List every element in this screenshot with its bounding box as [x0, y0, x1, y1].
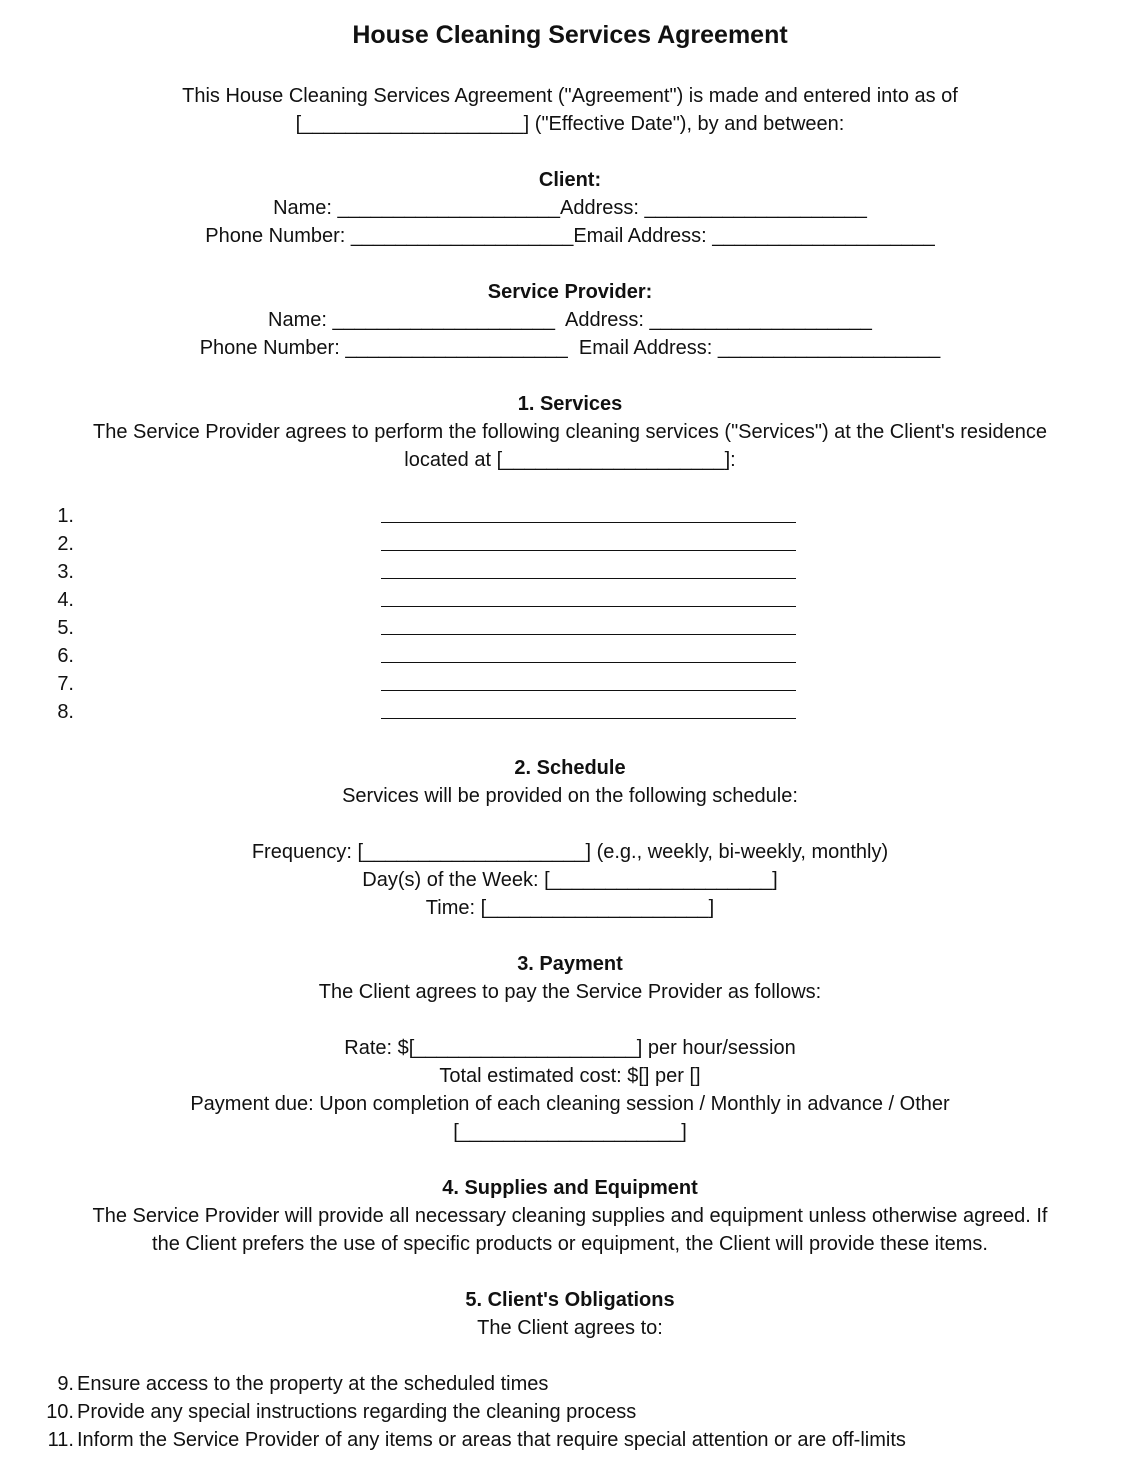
services-text: The Service Provider agrees to perform the following cleaning services ("Services") at the Client's residence — [93, 421, 1047, 443]
blank-line — [381, 530, 796, 551]
payment-due: Payment due: Upon completion of each cleaning session / Monthly in advance / Other — [190, 1093, 950, 1115]
blank-line — [381, 698, 796, 719]
service-item: 7. — [0, 670, 1140, 698]
service-item: 5. — [0, 614, 1140, 642]
services-heading: 1. Services — [517, 393, 623, 415]
obligations-heading: 5. Client's Obligations — [465, 1289, 675, 1311]
client-heading: Client: — [538, 169, 602, 191]
obligation-item: 10. Provide any special instructions regarding the cleaning process — [46, 1401, 637, 1423]
payment-heading: 3. Payment — [517, 953, 623, 975]
blank-line — [381, 670, 796, 691]
provider-name-address: Name: ____________________ Address: ____________________ — [268, 309, 872, 331]
obligation-item: 9. Ensure access to the property at the scheduled times — [57, 1373, 549, 1395]
schedule-heading: 2. Schedule — [514, 757, 626, 779]
service-item: 6. — [0, 642, 1140, 670]
blank-line — [381, 502, 796, 523]
obligation-item: 11. Inform the Service Provider of any items or areas that require special attention or are off-limits — [47, 1429, 906, 1451]
supplies-heading: 4. Supplies and Equipment — [442, 1177, 698, 1199]
service-item: 1. — [0, 502, 1140, 530]
schedule-frequency: Frequency: [____________________] (e.g., weekly, bi-weekly, monthly) — [251, 841, 889, 863]
document-title: House Cleaning Services Agreement — [352, 21, 788, 49]
blank-line — [381, 614, 796, 635]
blank-line — [381, 642, 796, 663]
service-item: 3. — [0, 558, 1140, 586]
supplies-text: The Service Provider will provide all necessary cleaning supplies and equipment unless otherwise agreed. If — [92, 1205, 1048, 1227]
client-name-address: Name: ____________________Address: ____________________ — [273, 197, 867, 219]
obligations-text: The Client agrees to: — [477, 1317, 663, 1339]
schedule-text: Services will be provided on the following schedule: — [342, 785, 798, 807]
schedule-days: Day(s) of the Week: [____________________] — [362, 869, 778, 891]
schedule-time: Time: [____________________] — [425, 897, 715, 919]
blank-line — [381, 558, 796, 579]
provider-phone-email: Phone Number: ____________________ Email Address: ____________________ — [199, 337, 941, 359]
payment-other: [____________________] — [453, 1121, 687, 1143]
client-phone-email: Phone Number: ____________________Email Address: ____________________ — [205, 225, 935, 247]
blank-line — [381, 586, 796, 607]
payment-total: Total estimated cost: $[] per [] — [439, 1065, 701, 1087]
payment-text: The Client agrees to pay the Service Provider as follows: — [318, 981, 822, 1003]
services-text: located at [____________________]: — [404, 449, 736, 471]
intro-line: [____________________] ("Effective Date"), by and between: — [295, 113, 845, 135]
service-item: 2. — [0, 530, 1140, 558]
intro-line: This House Cleaning Services Agreement ("Agreement") is made and entered into as of — [182, 85, 958, 107]
payment-rate: Rate: $[____________________] per hour/session — [344, 1037, 796, 1059]
service-item: 8. — [0, 698, 1140, 726]
supplies-text: the Client prefers the use of specific products or equipment, the Client will provide these items. — [152, 1233, 988, 1255]
service-item: 4. — [0, 586, 1140, 614]
provider-heading: Service Provider: — [487, 281, 653, 303]
